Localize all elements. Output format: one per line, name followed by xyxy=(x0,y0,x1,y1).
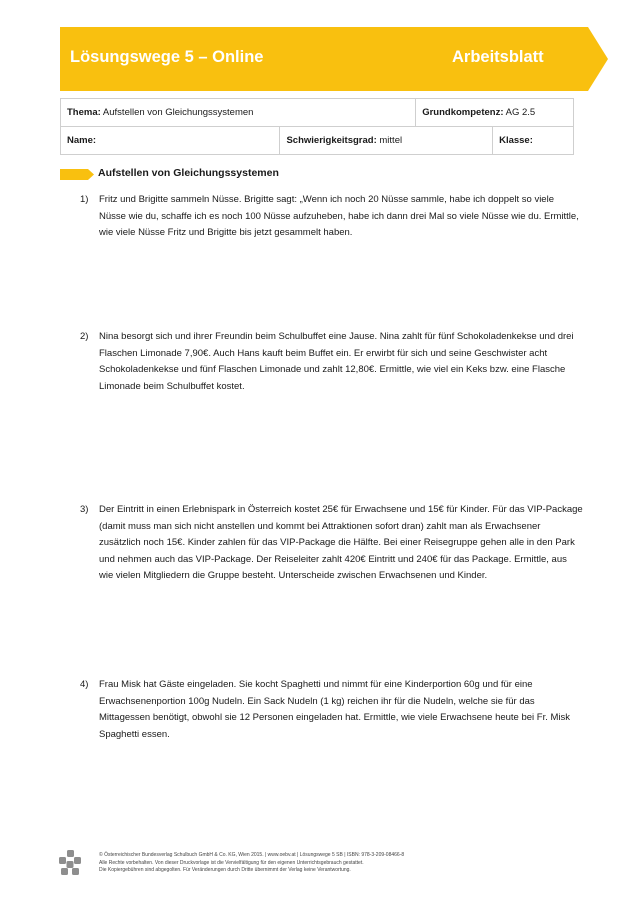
thema-label: Thema: xyxy=(67,107,101,118)
name-label: Name: xyxy=(67,135,97,146)
meta-topic-cell xyxy=(61,99,416,127)
footer-line: Alle Rechte vorbehalten. Von dieser Druckvorlage ist die Vervielfältigung für den eigenen Unterrichtsgebrauch gestattet. xyxy=(99,859,364,866)
meta-class-cell xyxy=(493,127,574,155)
meta-table xyxy=(60,98,574,155)
task-number: 4) xyxy=(80,679,89,690)
meta-difficulty-cell xyxy=(280,127,493,155)
section-arrow-icon xyxy=(60,169,94,180)
task-text: Frau Misk hat Gäste eingeladen. Sie kocht Spaghetti und nimmt für eine Kinderportion 60g und für eine Erwachsenenportion 100g Nudeln. Ein Sack Nudeln (1 kg) reichen ihr für die Nudeln, welche sie für das Mittagessen benötigt, obwohl sie 12 Personen eingeladen hat. Ermittle, wie viele Erwachsene heute bei Fr. Misk Spaghetti essen. xyxy=(99,679,571,740)
meta-row-student xyxy=(61,127,574,155)
oebv-logo-icon xyxy=(58,850,82,876)
footer-line: © Österreichischer Bundesverlag Schulbuch GmbH & Co. KG, Wien 2015. | www.oebv.at | Lösungswege 5 SB | ISBN: 978-3-209-08466-8 xyxy=(99,852,405,858)
schwierigkeit-label: Schwierigkeitsgrad: xyxy=(286,135,377,146)
header-doc-type: Arbeitsblatt xyxy=(452,48,544,66)
header-banner xyxy=(60,27,608,91)
footer-text xyxy=(99,852,519,875)
meta-row-topic xyxy=(61,99,574,127)
schwierigkeit-value: mittel xyxy=(379,135,403,146)
footer-line: Die Kopiergebühren sind abgegolten. Für Veränderungen durch Dritte übernimmt der Verlag keine Verantwortung. xyxy=(99,867,351,873)
task-text: Fritz und Brigitte sammeln Nüsse. Brigitte sagt: „Wenn ich noch 20 Nüsse sammle, habe ich doppelt so viele Nüsse wie du, schaffe ich es noch 100 Nüsse aufzuheben, habe ich dann drei Mal so viele Nüsse wie du. Ermittle, wie viele Nüsse Fritz und Brigitte bis jetzt gesammelt haben. xyxy=(99,194,579,238)
kompetenz-label: Grundkompetenz: xyxy=(422,107,504,118)
thema-value: Aufstellen von Gleichungssystemen xyxy=(102,107,254,118)
meta-competence-cell xyxy=(416,99,574,127)
klasse-label: Klasse: xyxy=(499,135,533,146)
section-heading xyxy=(60,167,560,181)
task-number: 2) xyxy=(80,331,89,342)
task-text: Der Eintritt in einen Erlebnispark in Österreich kostet 25€ für Erwachsene und 15€ für Kinder. Für das VIP-Package (damit muss man sich nicht anstellen und kommt bei Attraktionen sofort dran) zahlt man als Erwachsener zusätzlich noch 15€. Kinder zahlen für das VIP-Package die Hälfte. Bei einer Reisegruppe gehen alle in den Park und nehmen auch das VIP-Package. Der Reiseleiter zahlt 420€ Eintritt und 240€ für das Package. Ermittle, aus wie vielen Mitgliedern die Gruppe besteht. Unterscheide zwischen Erwachsenen und Kinder. xyxy=(99,504,583,581)
meta-name-cell xyxy=(61,127,280,155)
kompetenz-value: AG 2.5 xyxy=(505,107,536,118)
section-title: Aufstellen von Gleichungssystemen xyxy=(98,167,279,179)
task-text: Nina besorgt sich und ihrer Freundin beim Schulbuffet eine Jause. Nina zahlt für fünf Schokoladenkekse und drei Flaschen Limonade 7,90€. Auch Hans kauft beim Buffet ein. Er erwirbt für sich und seine Geschwister acht Schokoladenkekse und fünf Flaschen Limonade und zahlt 12,80€. Ermittle, wie viel ein Keks bzw. eine Flasche Limonade beim Schulbuffet kostet. xyxy=(99,331,574,392)
task-number: 1) xyxy=(80,194,89,205)
header-title: Lösungswege 5 – Online xyxy=(70,48,264,66)
task-number: 3) xyxy=(80,504,89,515)
